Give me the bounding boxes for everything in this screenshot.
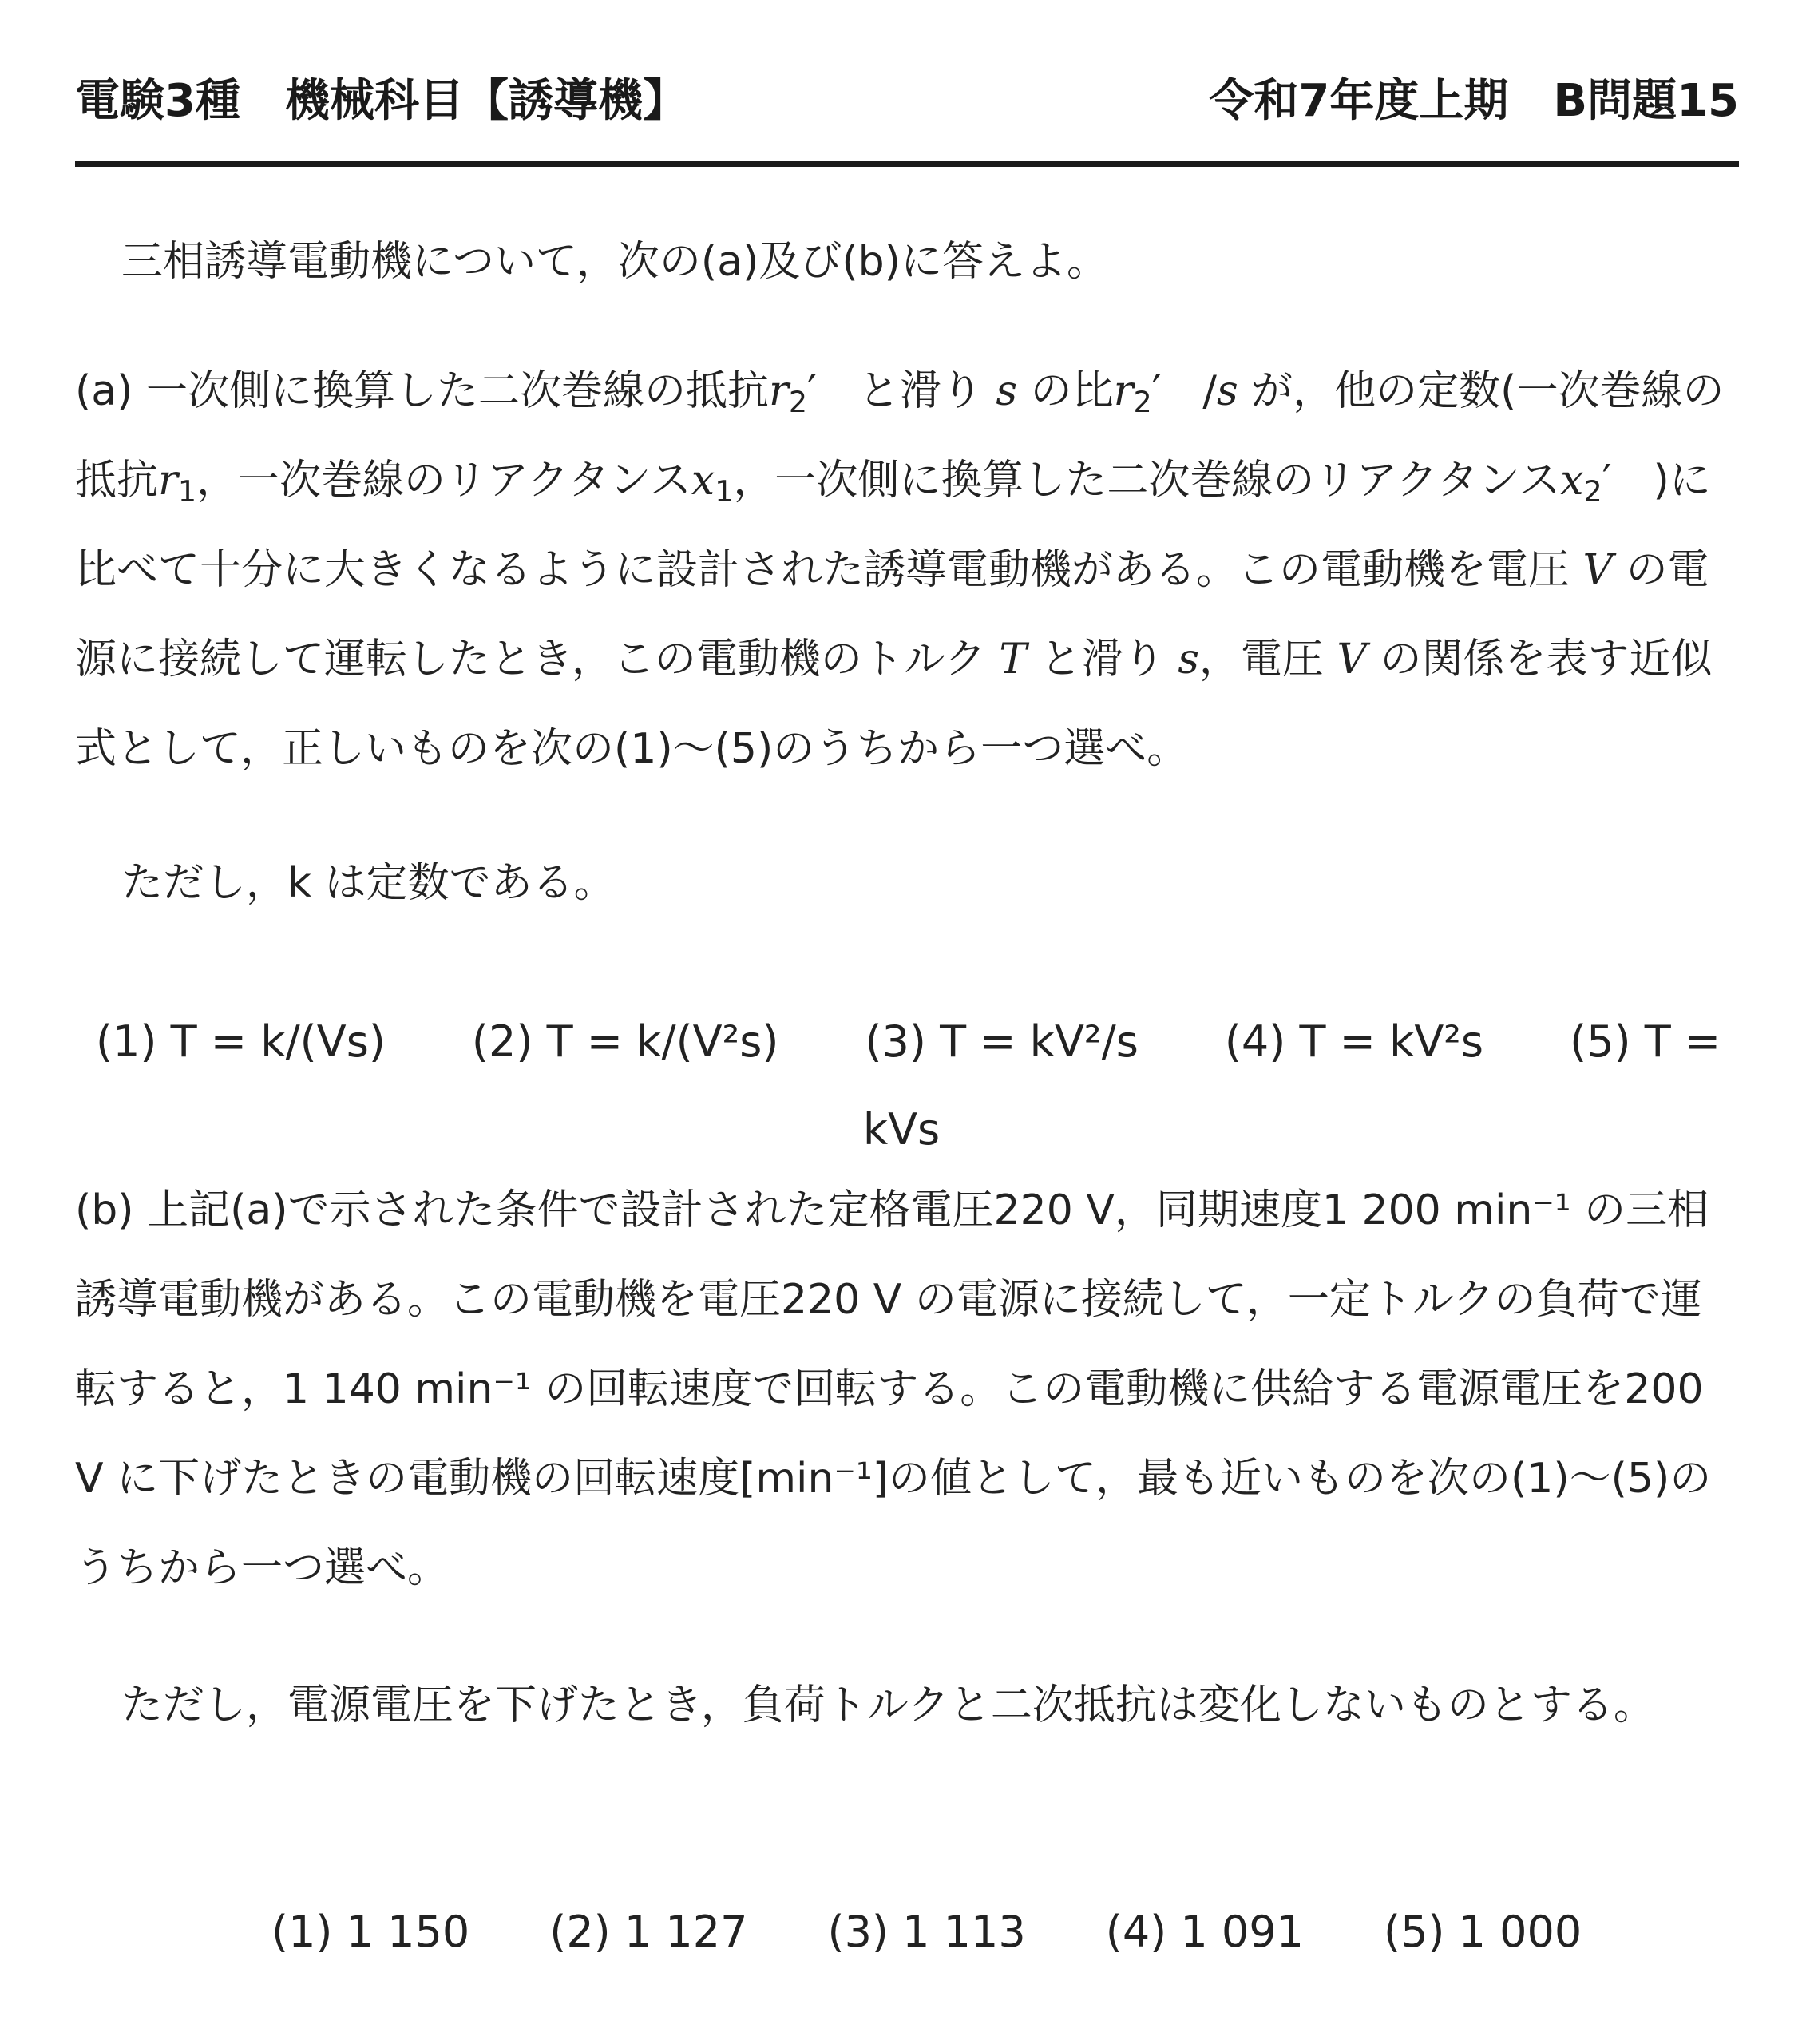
choice-a-1: (1) T = k/(Vs) xyxy=(96,1016,386,1067)
choice-a-5: (5) T = xyxy=(1570,1016,1721,1067)
choice-a-4: (4) T = kV²s xyxy=(1224,1016,1484,1067)
choice-b-3: (3) 1 113 xyxy=(827,1907,1026,1957)
header xyxy=(75,65,1739,129)
choice-b-4: (4) 1 091 xyxy=(1105,1907,1304,1957)
part-a-note: ただし，k は定数である。 xyxy=(121,859,616,907)
choice-b-2: (2) 1 127 xyxy=(549,1907,748,1957)
part-a-question: (a) 一次側に換算した二次巻線の抵抗$r_2'$ と滑り s の比$r_2'$ /s が，他の定数(一次巻線の抵抗$r_1$，一次巻線のリアクタンス$x_1$，一次側に換算した二次巻線のリアクタンス$x_2'$ )に比べて十分に大きくなるように設計された誘導電動機がある。この電動機を電圧 V の電源に接続して運転したとき，この電動機のトルク T と滑り s，電圧 V の関係を表す近似式として，正しいものを次の(1)～(5)のうちから一つ選べ。 xyxy=(75,367,1725,773)
choice-b-5: (5) 1 000 xyxy=(1384,1907,1582,1957)
intro-text: 三相誘導電動機について，次の(a)及び(b)に答えよ。 xyxy=(121,238,1108,286)
part-b-question: (b) 上記(a)で示された条件で設計された定格電圧220 V，同期速度1 200 min⁻¹ の三相誘導電動機がある。この電動機を電圧220 V の電源に接続して，一定トルクの負荷で運転すると，1 140 min⁻¹ の回転速度で回転する。この電動機に供給する電源電圧を200 V に下げたときの電動機の回転速度[min⁻¹]の値として，最も近いものを次の(1)～(5)のうちから一つ選べ。 xyxy=(75,1186,1712,1592)
part-b-note: ただし，電源電圧を下げたとき，負荷トルクと二次抵抗は変化しないものとする。 xyxy=(121,1682,1655,1729)
header-problem-id: 令和7年度上期 B問題15 xyxy=(1209,75,1739,127)
part-b-choices xyxy=(271,1892,1582,1972)
choice-a-2: (2) T = k/(V²s) xyxy=(471,1016,779,1067)
choice-a-3: (3) T = kV²/s xyxy=(865,1016,1139,1067)
choice-a-5-continued: kVs xyxy=(862,1104,941,1155)
header-subject: 電験3種 機械科目【誘導機】 xyxy=(75,75,687,127)
choice-b-1: (1) 1 150 xyxy=(271,1907,470,1957)
header-rule xyxy=(75,161,1739,167)
part-a-choices xyxy=(96,998,1739,1174)
